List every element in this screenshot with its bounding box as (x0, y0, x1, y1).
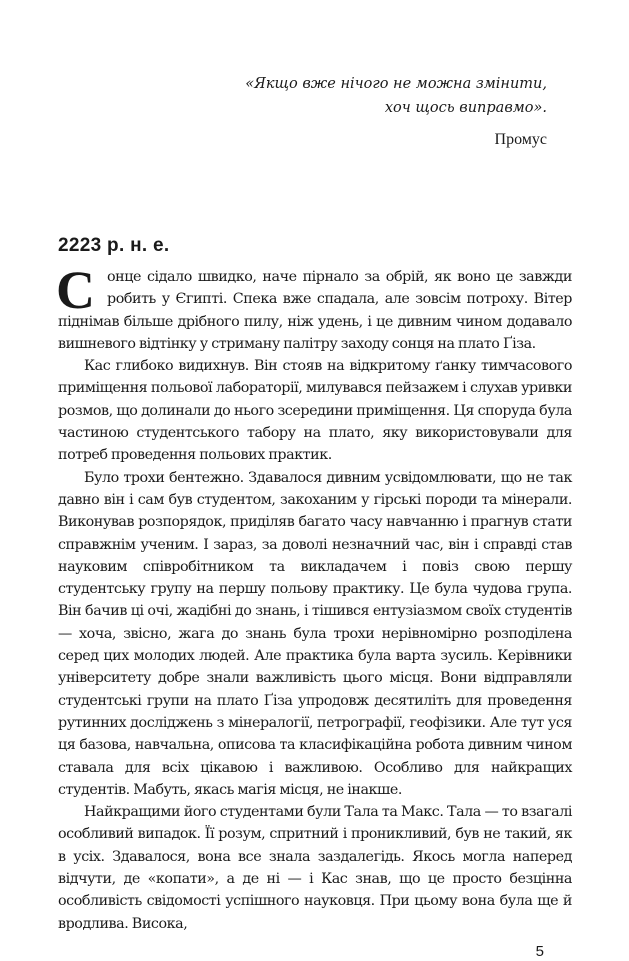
paragraph-1-text: онце сідало швидко, наче пірнало за обрій, як воно це завжди робить у Єгипті. Спека вже спадала, але зовсім потроху. Вітер піднімав більше дрібного пилу, ніж удень, і це дивним чином додавало вишневого відтінку у стриману палітру заходу сонця на плато Ґіза. (58, 269, 572, 352)
body-text (58, 266, 572, 935)
chapter-title: 2223 р. н. е. (58, 235, 170, 256)
paragraph-3: Було трохи бентежно. Здавалося дивним усвідомлювати, що не так давно він і сам був студентом, закоханим у гірські породи та мінерали. Виконував розпорядок, приділяв багато часу навчанню і прагнув стати справжнім ученим. І зараз, за доволі незначний час, він і справді став науковим співробітником та викладачем і повіз свою першу студентську групу на першу польову практику. Це була чудова група. Він бачив ці очі, жадібні до знань, і тішився ентузіазмом своїх студентів — хоча, звісно, жага до знань була трохи нерівномірно розподілена серед цих молодих людей. Але практика була варта зусиль. Керівники університету добре знали важливість цього місця. Вони відправляли студентські групи на плато Ґіза упродовж десятиліть для проведення рутинних досліджень з мінералогії, петрографії, геофізики. Але тут уся ця базова, навчальна, описова та класифікаційна робота дивним чином ставала для всіх цікавою і важливою. Особливо для найкращих студентів. Мабуть, якась магія місця, не інакше. (58, 469, 572, 798)
drop-cap: С (56, 266, 95, 311)
paragraph-2: Кас глибоко видихнув. Він стояв на відкритому ґанку тимчасового приміщення польової лабораторії, милувався пейзажем і слухав уривки розмов, що долинали до нього зсередини приміщення. Ця споруда була частиною студентського табору на плато, яку використовували для потреб проведення польових практик. (58, 358, 572, 464)
epigraph (245, 72, 547, 152)
epigraph-line-2: хоч щось виправмо». (384, 100, 547, 116)
page-number: 5 (535, 943, 544, 960)
epigraph-author: Промус (494, 131, 547, 148)
paragraph-1 (58, 266, 572, 355)
epigraph-line-1: «Якщо вже нічого не можна змінити, (245, 76, 547, 92)
paragraph-4: Найкращими його студентами були Тала та Макс. Тала — то взагалі особливий випадок. Її розум, спритний і проникливий, був не такий, як в усіх. Здавалося, вона все знала заздалегідь. Якось могла наперед відчути, де «копати», а де ні — і Кас знав, що це просто безцінна особливість свідомості успішного науковця. При цьому вона була ще й вродлива. Висока, (58, 804, 572, 932)
